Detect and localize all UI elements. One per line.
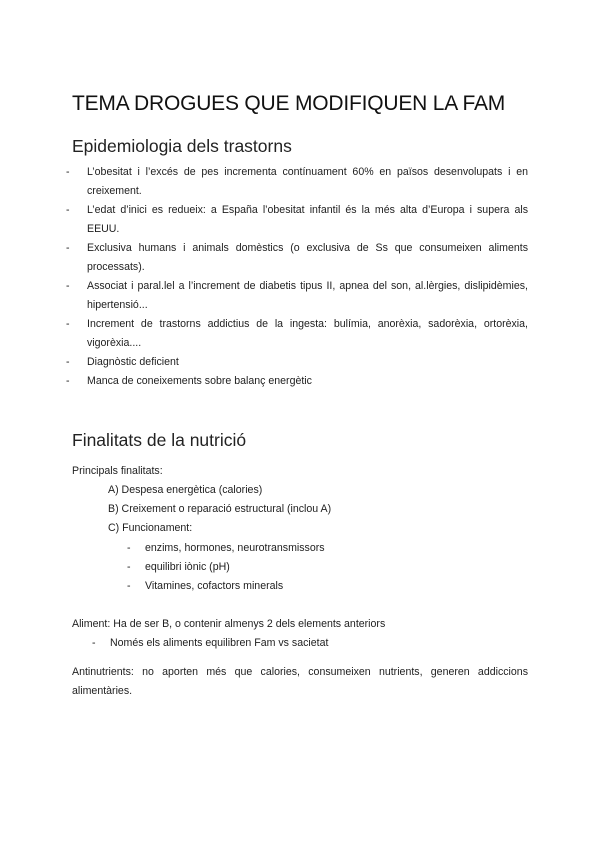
list-item-text: L’edat d’inici es redueix: a España l’obesitat infantil és la més alta d’Europa i supera als EEUU.	[87, 204, 528, 235]
list-item	[66, 315, 528, 353]
list-item-text: Exclusiva humans i animals domèstics (o exclusiva de Ss que consumeixen aliments processats).	[87, 242, 528, 273]
option-a: A) Despesa energètica (calories)	[108, 484, 263, 496]
list-item	[66, 239, 528, 277]
sub-list-item-text: Vitamines, cofactors minerals	[145, 580, 284, 592]
bullet-dash: -	[66, 356, 70, 368]
sub-list-item-text: enzims, hormones, neurotransmissors	[145, 542, 325, 554]
list-item	[66, 201, 528, 239]
antinutrients-paragraph: Antinutrients: no aporten més que calories, consumeixen nutrients, generen addiccions alimentàries.	[72, 666, 528, 697]
list-item-text: Increment de trastorns addictius de la ingesta: bulímia, anorèxia, sadorèxia, ortorèxia, vigorèxia....	[87, 318, 528, 349]
sub-bullet-dash: -	[127, 542, 131, 554]
section-heading-nutrition: Finalitats de la nutrició	[72, 430, 247, 450]
option-b: B) Creixement o reparació estructural (inclou A)	[108, 503, 332, 515]
list-item-text: Manca de coneixements sobre balanç energètic	[87, 375, 312, 387]
option-c: C) Funcionament:	[108, 522, 193, 534]
list-item	[66, 372, 528, 391]
aliment-sub-item-text: Només els aliments equilibren Fam vs sacietat	[110, 637, 329, 649]
bullet-dash: -	[66, 242, 70, 254]
sub-bullet-dash: -	[127, 580, 131, 592]
sub-bullet-dash: -	[127, 561, 131, 573]
list-item	[66, 163, 528, 201]
list-item-text: Associat i paral.lel a l’increment de diabetis tipus II, apnea del son, al.lèrgies, dislipidèmies, hipertensió...	[87, 280, 528, 311]
list-item	[66, 353, 528, 372]
page-title: TEMA DROGUES QUE MODIFIQUEN LA FAM	[72, 92, 506, 115]
bullet-dash: -	[66, 375, 70, 387]
bullet-dash: -	[66, 166, 70, 178]
sub-bullet-dash: -	[92, 637, 96, 649]
list-item-text: L’obesitat i l’excés de pes incrementa contínuament 60% en països desenvolupats i en creixement.	[87, 166, 528, 197]
section-heading-epidemiology: Epidemiologia dels trastorns	[72, 136, 292, 156]
bullet-dash: -	[66, 318, 70, 330]
bullet-dash: -	[66, 280, 70, 292]
bullet-dash: -	[66, 204, 70, 216]
sub-list-item-text: equilibri iònic (pH)	[145, 561, 230, 573]
epidemiology-list	[66, 163, 528, 391]
aliment-definition: Aliment: Ha de ser B, o contenir almenys 2 dels elements anteriors	[72, 618, 386, 630]
principals-label: Principals finalitats:	[72, 465, 163, 477]
list-item-text: Diagnòstic deficient	[87, 356, 179, 368]
list-item	[66, 277, 528, 315]
